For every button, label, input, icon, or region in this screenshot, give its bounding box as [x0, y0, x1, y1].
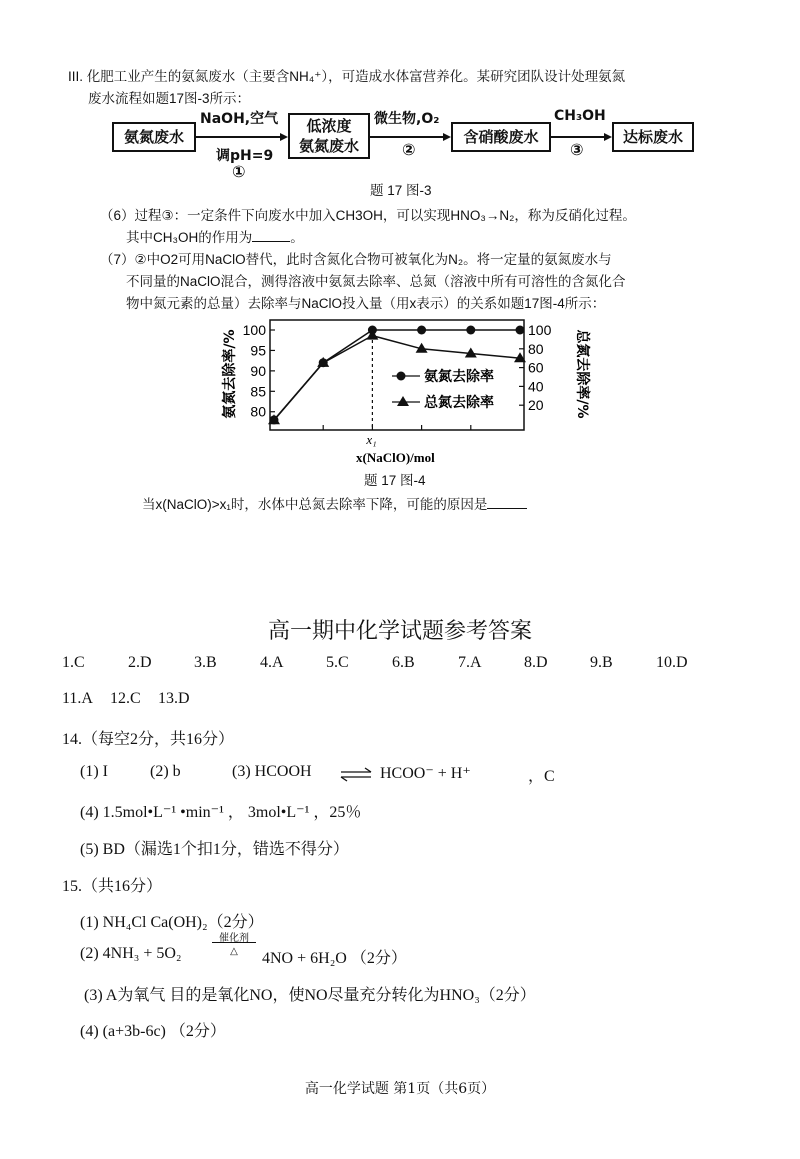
answers-title: 高一期中化学试题参考答案: [267, 619, 532, 644]
x1-label: x₁: [366, 432, 377, 447]
q3-line1: III. 化肥工业产生的氨氮废水（主要含NH₄⁺），可造成水体富营养化。某研究团队设计处理氨氮: [68, 69, 626, 84]
flow-step3: ③: [570, 140, 584, 159]
right-tick-label: 100: [528, 322, 552, 338]
q15-2a: (2) 4NH₃ + 5O₂: [80, 945, 182, 962]
answer-item: 1.C: [62, 654, 85, 671]
q15-3: (3) A为氧气 目的是氧化NO，使NO尽量充分转化为HNO₃（2分）: [84, 987, 536, 1004]
q14-1: (1) I: [80, 763, 108, 780]
q6-line2: 其中CH₃OH的作用为 。: [126, 230, 304, 245]
answer-item: 4.A: [260, 654, 284, 671]
flow-arrow1-label: NaOH,空气: [200, 111, 279, 127]
flow-arrow1-condition: 调pH=9: [216, 148, 274, 164]
right-tick-label: 40: [528, 378, 544, 395]
q15-1: (1) NH₄Cl Ca(OH)₂（2分）: [80, 914, 264, 931]
chart-legend: [392, 368, 494, 411]
right-tick-label: 60: [528, 359, 544, 376]
answer-item: 9.B: [590, 654, 613, 671]
answer-item: 13.D: [158, 690, 190, 707]
q7-tail: [142, 494, 527, 516]
q15-2b: 4NO + 6H₂O （2分）: [262, 950, 407, 967]
q14-3a: (3) HCOOH: [232, 763, 312, 780]
right-y-label: 总氮去除率/%: [574, 329, 590, 419]
left-tick-label: 95: [250, 342, 266, 359]
q15-catalyst: 催化剂: [219, 933, 249, 944]
q7-tail-text: 当x(NaClO)>x₁时，水体中总氮去除率下降，可能的原因是: [142, 497, 488, 512]
chart-figure-17-4: [200, 302, 600, 482]
left-tick-label: 90: [250, 362, 266, 379]
q6-line1: （6）过程③：一定条件下向废水中加入CH3OH，可以实现HNO₃→N₂，称为反硝化过程。: [100, 208, 636, 223]
q15-head: 15.（共16分）: [62, 878, 163, 895]
equilibrium-arrow-icon: [339, 766, 373, 784]
q15-4: (4) (a+3b-6c) （2分）: [80, 1023, 226, 1040]
right-tick-label: 20: [528, 397, 544, 414]
flow-arrows: [0, 0, 800, 200]
answer-item: 5.C: [326, 654, 349, 671]
flow-box2-line1: 低浓度: [306, 117, 352, 135]
chart-caption: 题 17 图-4: [364, 473, 426, 488]
data-point-circle: [516, 326, 525, 335]
q14-2: (2) b: [150, 763, 181, 780]
flow-box-nitrate: 含硝酸废水: [451, 122, 551, 152]
flow-caption: 题 17 图-3: [370, 183, 432, 198]
answer-item: 12.C: [110, 690, 141, 707]
flow-arrow3-label: CH₃OH: [554, 108, 606, 124]
q6-line2-text: 其中CH₃OH的作用为: [126, 230, 253, 245]
answer-item: 3.B: [194, 654, 217, 671]
left-y-label: 氨氮去除率/%: [222, 329, 238, 419]
answer-item: 2.D: [128, 654, 152, 671]
q14-3b: HCOO⁻ + H⁺: [380, 765, 471, 782]
q14-head: 14.（每空2分，共16分）: [62, 731, 235, 748]
legend-ammonia: 氨氮去除率: [424, 369, 494, 385]
legend-total-nitrogen: 总氮去除率: [424, 395, 494, 411]
q7-line3: 物中氮元素的总量）去除率与NaClO投入量（用x表示）的关系如题17图-4所示：: [126, 296, 606, 311]
legend-triangle-marker: [397, 396, 409, 406]
q15-heat: △: [230, 946, 238, 957]
q14-4: (4) 1.5mol•L⁻¹ •min⁻¹ ， 3mol•L⁻¹ ，25％: [80, 804, 362, 821]
x-axis-label: x(NaClO)/mol: [356, 450, 435, 465]
left-tick-label: 80: [250, 403, 266, 420]
q14-5: (5) BD（漏选1个扣1分，错选不得分）: [80, 841, 349, 858]
answer-item: 6.B: [392, 654, 415, 671]
q6-answer-blank[interactable]: [252, 241, 290, 242]
q7-line2: 不同量的NaClO混合，测得溶液中氨氮去除率、总氮（溶液中所有可溶性的含氮化合: [126, 274, 626, 289]
q7-answer-blank[interactable]: [487, 508, 527, 509]
answer-item: 10.D: [656, 654, 688, 671]
q3-line2: 废水流程如题17图-3所示：: [88, 91, 251, 106]
answer-item: 7.A: [458, 654, 482, 671]
q14-3c: ，C: [528, 768, 555, 785]
flow-box-ammonia-wastewater: 氨氮废水: [112, 122, 196, 152]
answer-item: 11.A: [62, 690, 93, 707]
left-tick-label: 100: [242, 322, 266, 338]
flow-box-compliant: 达标废水: [612, 122, 694, 152]
data-point-circle: [417, 326, 426, 335]
flow-step2: ②: [402, 140, 416, 159]
q7-line1: （7）②中O2可用NaClO替代，此时含氮化合物可被氧化为N₂。将一定量的氨氮废水与: [100, 252, 612, 267]
page-footer: 高一化学试题 第1页（共6页）: [304, 1081, 496, 1097]
left-tick-label: 85: [250, 383, 266, 400]
legend-circle-marker: [397, 372, 406, 381]
data-point-circle: [466, 326, 475, 335]
right-tick-label: 80: [528, 340, 544, 357]
q15-reaction-line: [212, 942, 256, 943]
flow-step1: ①: [232, 162, 246, 181]
answer-item: 8.D: [524, 654, 548, 671]
flow-box2-line2: 氨氮废水: [298, 137, 359, 155]
flow-arrow2-label: 微生物,O₂: [374, 111, 440, 127]
